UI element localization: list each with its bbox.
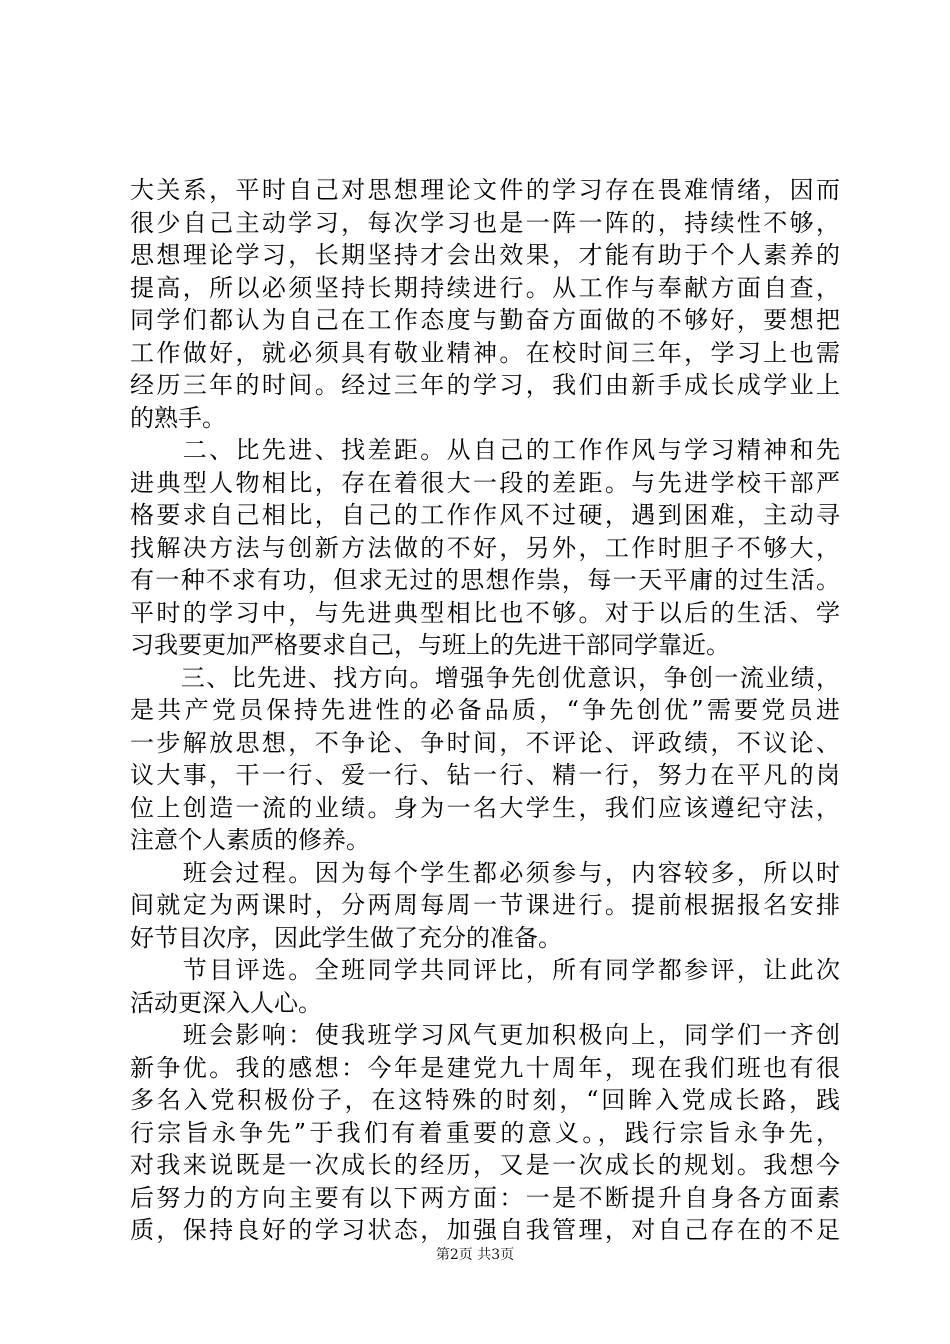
- text-line: 工作做好，就必须具有敬业精神。在校时间三年，学习上也需: [130, 338, 840, 367]
- text-line: 后努力的方向主要有以下两方面：一是不断提升自身各方面素: [130, 1183, 840, 1212]
- text-line: 位上创造一流的业绩。身为一名大学生，我们应该遵纪守法，: [130, 793, 840, 822]
- text-line: 对我来说既是一次成长的经历，又是一次成长的规划。我想今: [130, 1151, 840, 1179]
- text-line: 进典型人物相比，存在着很大一段的差距。与先进学校干部严: [130, 468, 840, 497]
- text-line: 议大事，干一行、爱一行、钻一行、精一行，努力在平凡的岗: [130, 761, 840, 789]
- text-line: 班会过程。因为每个学生都必须参与，内容较多，所以时: [130, 858, 840, 887]
- text-line: 有一种不求有功，但求无过的思想作祟，每一天平庸的过生活。: [130, 566, 840, 594]
- text-line: 班会影响：使我班学习风气更加积极向上，同学们一齐创: [130, 1021, 840, 1049]
- text-line: 大关系，平时自己对思想理论文件的学习存在畏难情绪，因而: [130, 176, 840, 204]
- text-line: 习我要更加严格要求自己，与班上的先进干部同学靠近。: [130, 631, 730, 659]
- text-line: 提高，所以必须坚持长期持续进行。从工作与奉献方面自查，: [130, 273, 840, 302]
- text-line: 经历三年的时间。经过三年的学习，我们由新手成长成学业上: [130, 371, 840, 399]
- text-line: 注意个人素质的修养。: [130, 826, 370, 854]
- page-footer: 第2页 共3页: [435, 1247, 515, 1263]
- text-line: 二、比先进、找差距。从自己的工作作风与学习精神和先: [130, 436, 840, 464]
- text-line: 很少自己主动学习，每次学习也是一阵一阵的，持续性不够，: [130, 208, 840, 237]
- text-line: 找解决方法与创新方法做的不好，另外，工作时胆子不够大，: [130, 533, 840, 562]
- text-line: 新争优。我的感想：今年是建党九十周年，现在我们班也有很: [130, 1053, 840, 1082]
- text-line: 的熟手。: [130, 403, 226, 432]
- text-line: 一步解放思想，不争论、争时间，不评论、评政绩，不议论、: [130, 728, 840, 757]
- text-line: 多名入党积极份子，在这特殊的时刻，“回眸入党成长路，践: [130, 1086, 840, 1114]
- text-line: 是共产党员保持先进性的必备品质，“争先创优”需要党员进: [130, 696, 840, 724]
- text-line: 平时的学习中，与先进典型相比也不够。对于以后的生活、学: [130, 598, 840, 627]
- text-line: 间就定为两课时，分两周每周一节课进行。提前根据报名安排: [130, 891, 840, 919]
- text-line: 质，保持良好的学习状态，加强自我管理，对自己存在的不足: [130, 1216, 840, 1244]
- text-line: 思想理论学习，长期坚持才会出效果，才能有助于个人素养的: [130, 241, 840, 269]
- text-line: 活动更深入人心。: [130, 988, 322, 1017]
- text-line: 三、比先进、找方向。增强争先创优意识，争创一流业绩，: [130, 663, 840, 692]
- document-body: [130, 174, 840, 1247]
- text-line: 行宗旨永争先”于我们有着重要的意义。，践行宗旨永争先，: [130, 1118, 840, 1147]
- text-line: 好节目次序，因此学生做了充分的准备。: [130, 923, 562, 952]
- text-line: 格要求自己相比，自己的工作作风不过硬，遇到困难，主动寻: [130, 501, 840, 529]
- text-line: 节目评选。全班同学共同评比，所有同学都参评，让此次: [130, 956, 840, 984]
- text-line: 同学们都认为自己在工作态度与勤奋方面做的不够好，要想把: [130, 306, 840, 334]
